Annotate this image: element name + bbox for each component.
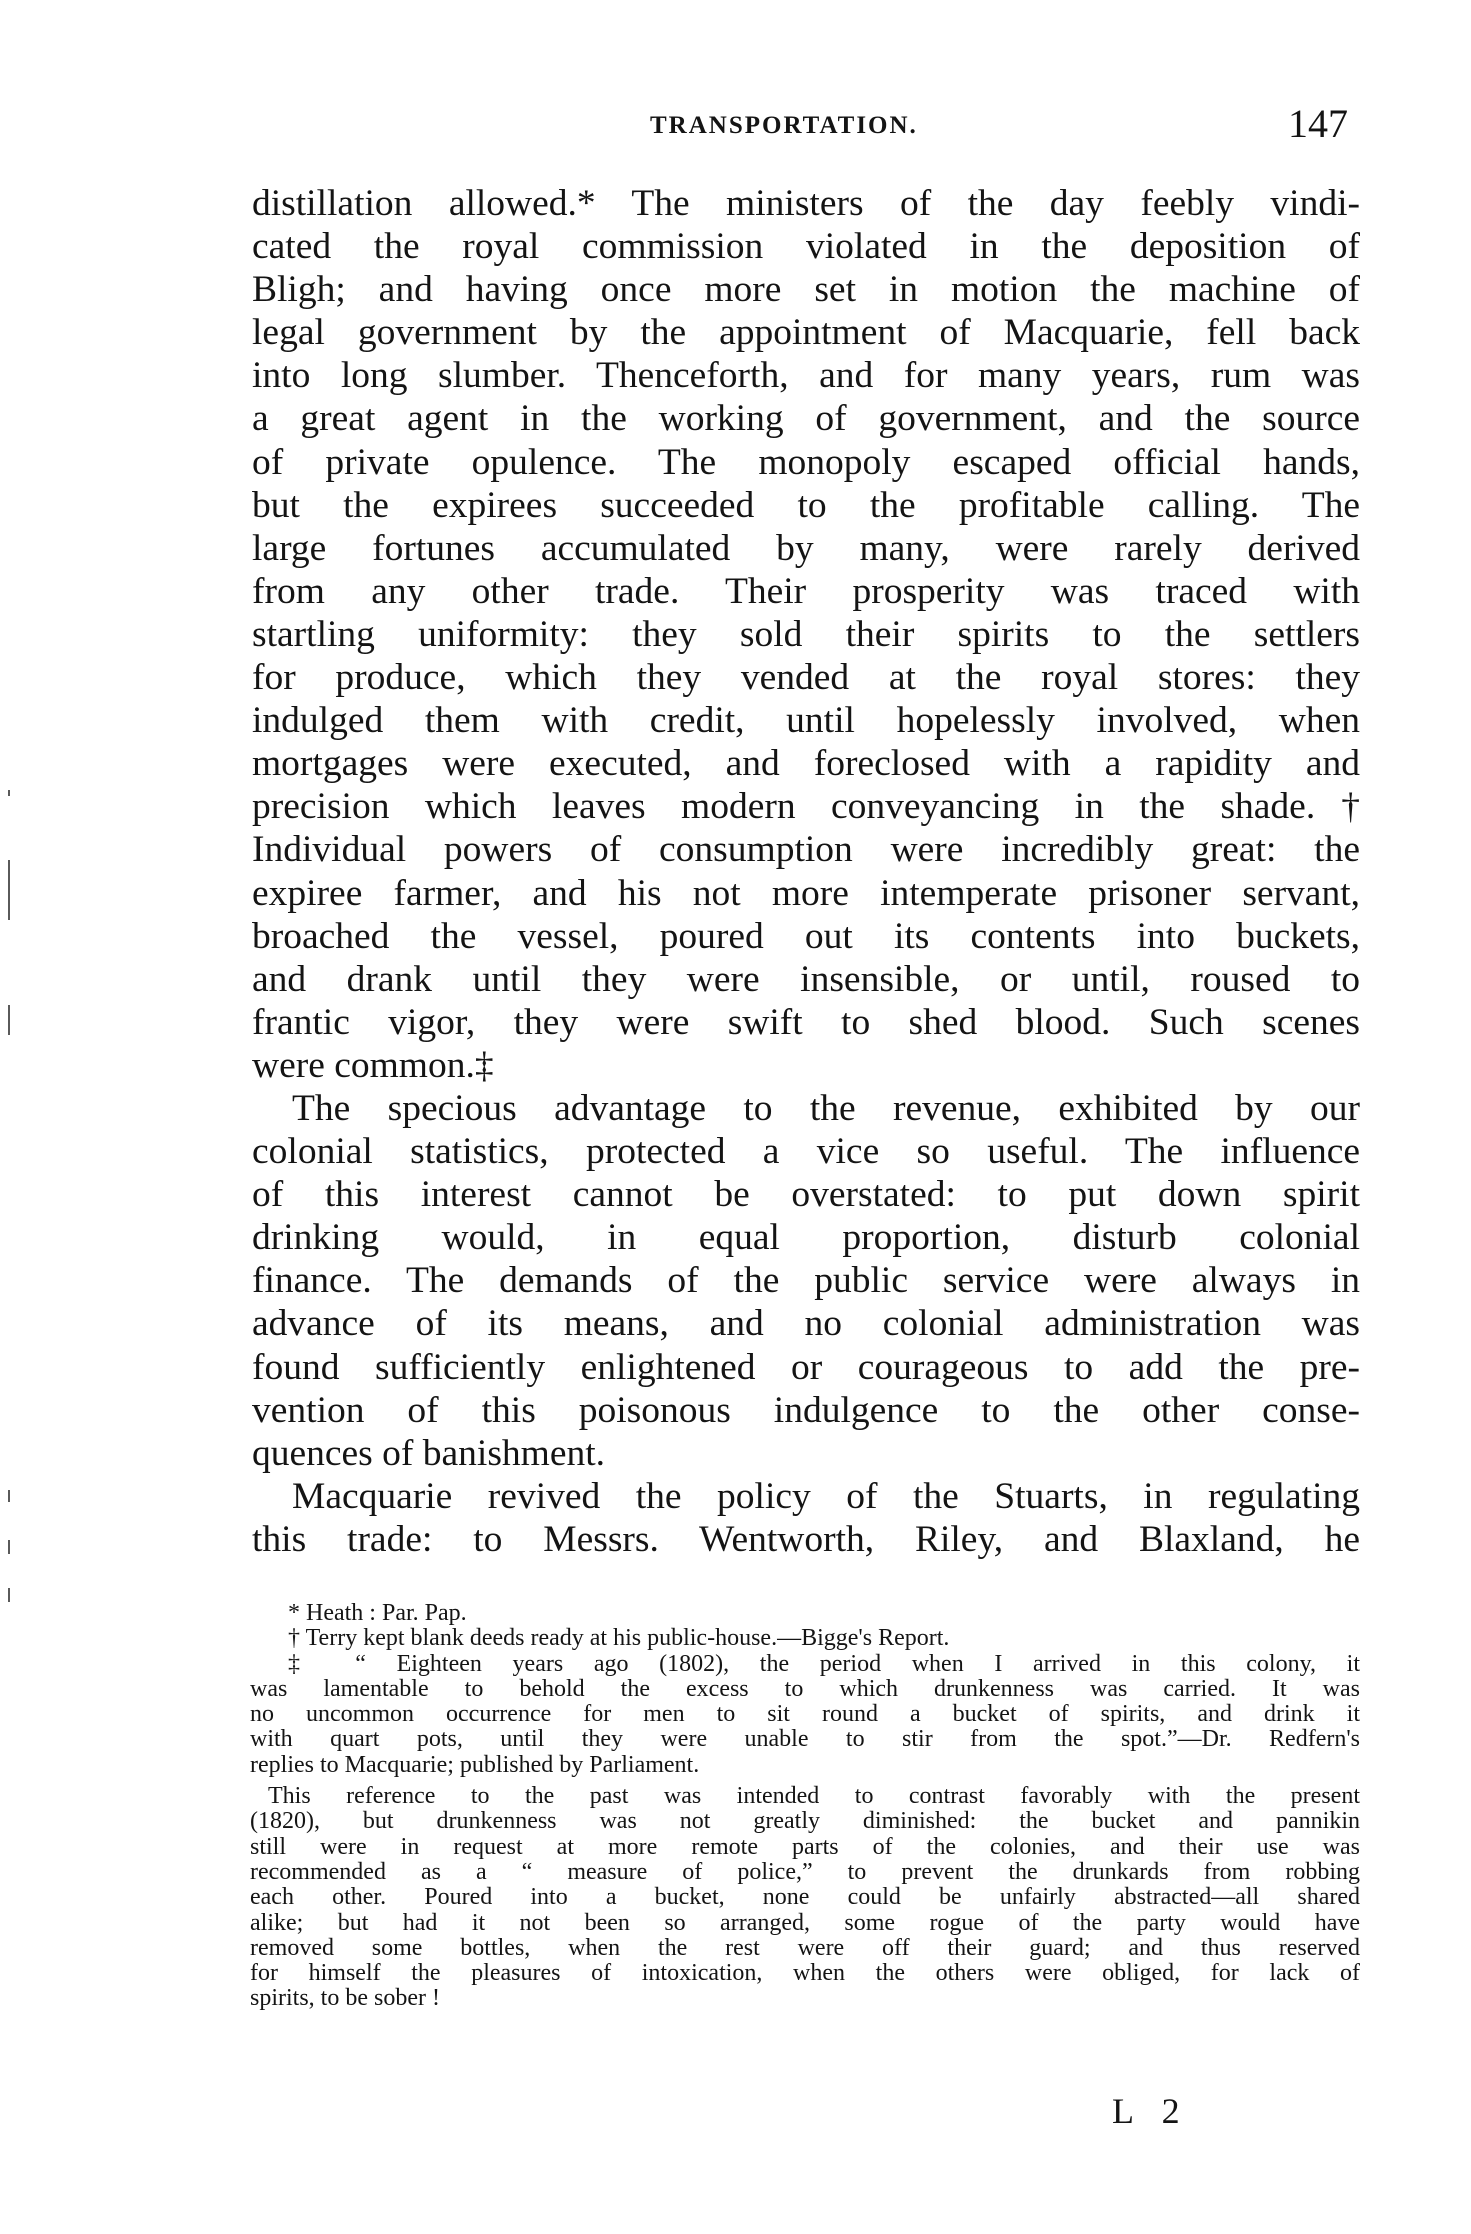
text-line: large fortunes accumulated by many, were rarely derived — [252, 527, 1360, 569]
text-line: into long slumber. Thenceforth, and for many years, rum was — [252, 355, 1360, 397]
footnote-line: each other. Poured into a bucket, none could be unfairly abstracted—all shared — [250, 1884, 1360, 1911]
text-line: of private opulence. The monopoly escaped official hands, — [252, 441, 1360, 483]
footnote-line: This reference to the past was intended to contrast favorably with the present — [268, 1783, 1360, 1810]
footnote-line: no uncommon occurrence for men to sit round a bucket of spirits, and drink it — [250, 1701, 1360, 1728]
text-line: broached the vessel, poured out its contents into buckets, — [252, 915, 1360, 957]
text-line: indulged them with credit, until hopelessly involved, when — [252, 700, 1360, 742]
footnote-line: replies to Macquarie; published by Parliament. — [250, 1751, 700, 1778]
text-line: cated the royal commission violated in the deposition of — [252, 226, 1360, 268]
footnote-line: † Terry kept blank deeds ready at his public-house.—Bigge's Report. — [288, 1625, 950, 1652]
margin-mark — [8, 860, 10, 920]
text-line: advance of its means, and no colonial administration was — [252, 1303, 1360, 1345]
footnote-line: removed some bottles, when the rest were off their guard; and thus reserved — [250, 1934, 1360, 1961]
footnote-line: for himself the pleasures of intoxication, when the others were obliged, for lack of — [250, 1960, 1360, 1987]
footnote-line: with quart pots, until they were unable to stir from the spot.”—Dr. Redfern's — [250, 1726, 1360, 1753]
footnote-line: alike; but had it not been so arranged, some rogue of the party would have — [250, 1909, 1360, 1936]
page-number: 147 — [1288, 101, 1348, 146]
text-line: but the expirees succeeded to the profitable calling. The — [252, 484, 1360, 526]
text-line: colonial statistics, protected a vice so useful. The influence — [252, 1131, 1360, 1173]
text-line: expiree farmer, and his not more intemperate prisoner servant, — [252, 872, 1360, 914]
page-header — [0, 100, 1471, 150]
text-line: Macquarie revived the policy of the Stuarts, in regulating — [292, 1475, 1360, 1517]
text-line: of this interest cannot be overstated: to put down spirit — [252, 1174, 1360, 1216]
text-line: found sufficiently enlightened or courageous to add the pre- — [252, 1346, 1360, 1388]
signature-mark: L 2 — [1112, 2091, 1190, 2131]
text-line: frantic vigor, they were swift to shed blood. Such scenes — [252, 1001, 1360, 1043]
text-line: startling uniformity: they sold their spirits to the settlers — [252, 613, 1360, 655]
margin-mark — [8, 1588, 10, 1602]
text-line: from any other trade. Their prosperity was traced with — [252, 570, 1360, 612]
main-text — [252, 182, 1360, 1561]
running-title: TRANSPORTATION. — [650, 112, 918, 139]
text-line: Bligh; and having once more set in motion the machine of — [252, 269, 1360, 311]
margin-mark — [8, 790, 10, 796]
footnote-line: was lamentable to behold the excess to which drunkenness was carried. It was — [250, 1675, 1360, 1702]
footnote-line: still were in request at more remote parts of the colonies, and their use was — [250, 1833, 1360, 1860]
footnote-line: * Heath : Par. Pap. — [288, 1600, 467, 1626]
text-line: drinking would, in equal proportion, disturb colonial — [252, 1217, 1360, 1259]
text-line: this trade: to Messrs. Wentworth, Riley, and Blaxland, he — [252, 1518, 1360, 1560]
margin-mark — [8, 1490, 10, 1502]
margin-mark — [8, 1005, 10, 1035]
text-line: vention of this poisonous indulgence to the other conse- — [252, 1389, 1360, 1431]
text-line: precision which leaves modern conveyancing in the shade.† — [252, 786, 1360, 828]
text-line: legal government by the appointment of Macquarie, fell back — [252, 312, 1360, 354]
text-line: Individual powers of consumption were incredibly great: the — [252, 829, 1360, 871]
text-line: finance. The demands of the public service were always in — [252, 1260, 1360, 1302]
footnote-line: (1820), but drunkenness was not greatly diminished: the bucket and pannikin — [250, 1808, 1360, 1835]
text-line: The specious advantage to the revenue, exhibited by our — [292, 1087, 1360, 1129]
footnote-line: spirits, to be sober ! — [250, 1985, 440, 2012]
footnotes — [250, 1601, 1360, 2012]
text-line: distillation allowed.* The ministers of the day feebly vindi- — [252, 183, 1360, 224]
footnote-line: recommended as a “ measure of police,” to prevent the drunkards from robbing — [250, 1858, 1360, 1885]
text-line: for produce, which they vended at the royal stores: they — [252, 657, 1360, 699]
footnote-line: ‡ “ Eighteen years ago (1802), the period when I arrived in this colony, it — [288, 1650, 1360, 1677]
text-line: quences of banishment. — [252, 1432, 606, 1474]
text-line: mortgages were executed, and foreclosed with a rapidity and — [252, 743, 1360, 785]
margin-mark — [8, 1540, 10, 1554]
text-line: were common.‡ — [252, 1044, 494, 1086]
text-line: and drank until they were insensible, or until, roused to — [252, 958, 1360, 1000]
text-line: a great agent in the working of government, and the source — [252, 398, 1360, 440]
